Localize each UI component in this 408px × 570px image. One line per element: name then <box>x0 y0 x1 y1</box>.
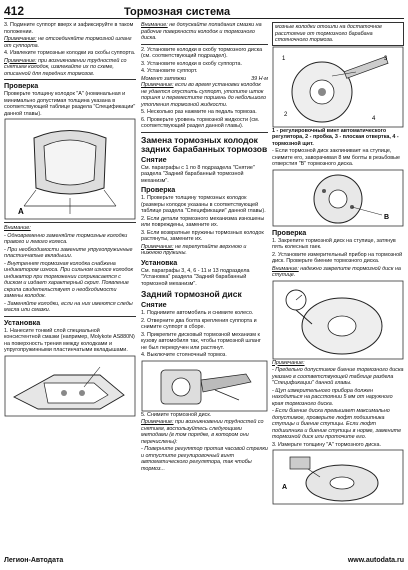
publisher: Легион-Автодата <box>4 557 64 564</box>
list-item: 3. Прикрепите дисковый тормозной механизм к кузову автомобиля так, чтобы тормозной шланг не был перекручен или растянут. <box>141 331 261 351</box>
section-heading-removal: Снятие <box>141 300 167 309</box>
note: Примечание: если во время установки колодок не удается опустить суппорт, утопите шток поршня и переместите поршень до небольшого утопления тормозной жидкости. <box>141 82 267 108</box>
list-item: 2. Если детали тормозного механизма изношены или повреждены, замените их. <box>141 215 265 228</box>
notice-item: - Заменяйте колодки, если на них имеются следы масла или смазки. <box>4 300 133 313</box>
paragraph: См. параграфы с 1 по 8 подраздела "Снятие" раздела "Задний барабанный тормозной механизм". <box>141 164 255 184</box>
figure-caption: 1 - регулировочный винт автоматического регулятора, 2 - пробка, 3 - плоская отвертка, 4 - тормозной щит. <box>272 127 399 147</box>
paragraph: 3. Подмните суппорт вверх и зафиксируйте в таком положении. <box>4 22 134 35</box>
paragraph: 1. Нанесите тонкий слой специальной консистентной смазки (например, Molykote AS880N) на поверхность трения между колодками и упругопружинными пластинчатыми вкладышами. <box>4 327 135 353</box>
note: Примечание: не перепутайте верхнюю и нижнюю пружины. <box>141 243 247 256</box>
notice-item: - Внутренняя тормозная колодка снабжена индикатором износа. При сильном износе колодок индикатор при торможении соприкасается с диском и издает характерный скрип. Появление скрипа свидетельствует о необходимости замены колодок. <box>4 260 134 299</box>
list-item: 3. Если возвратные пружины тормозных колодок растянуты, замените их. <box>141 229 264 242</box>
notice-item: - Одновременно заменяйте тормозные колодки правого и левого колеса. <box>4 232 128 245</box>
list-item: 4. Выключите стояночный тормоз. <box>141 352 227 358</box>
section-heading-check: Проверка <box>272 227 307 237</box>
figure-label-b: B <box>384 213 390 221</box>
section-title-rear-disc: Задний тормозной диск <box>141 289 242 299</box>
disc-bolts-figure <box>272 169 404 227</box>
brake-pad-figure <box>4 118 136 220</box>
note: Примечание: при возникновении трудностей со снятием, воспользуйтесь следующими методами (в том порядке, в котором они перечислены): <box>141 419 264 445</box>
list-item: 1. Проверьте толщину тормозных колодок (размеры колодок указаны в соответствующей таблице раздела "Спецификации" данной главы). <box>141 195 266 214</box>
paragraph: Проверьте толщину колодок "A" (номинальная и минимально допустимая толщина указана в соответствующей таблице раздела "Спецификации" данной главы). <box>4 91 136 117</box>
list-item: 2. Отверните два болта крепления суппорта и снимите суппорт в сборе. <box>141 317 257 330</box>
paragraph: - Если тормозной диск заклинивает на ступице, снимите его, заворачивая 8 мм болты в резьбовые отверстия "B" тормозного диска. <box>272 148 401 167</box>
paragraph: - Поверните регулятор против часовой стрелки и отпустите регулировочный винт автоматического регулятора, так чтобы тормоз... <box>141 446 268 472</box>
column-1 <box>4 22 136 417</box>
divider <box>4 222 136 223</box>
figure-num-1: 1 <box>282 55 286 62</box>
page-number: 412 <box>4 4 25 18</box>
note-item: - Предельно допустимое биение тормозного диска указано в соответствующей таблице раздела "Спецификации" данной главы. <box>272 367 404 386</box>
notice: Внимание: не допускайте попадания смазки на рабочие поверхности колодок и тормозного диска. <box>141 22 262 41</box>
paragraph: См. параграфы 3, 4, 6 - 11 и 13 подраздела "Установка" раздела "Задний барабанный тормозной механизм". <box>141 267 250 287</box>
lubrication-figure <box>4 355 136 417</box>
paragraph: 3. Установите колодки в скобу суппорта. <box>141 60 242 67</box>
website: www.autodata.ru <box>347 557 404 564</box>
paragraph: 6. Проверьте уровень тормозной жидкости (см. соответствующий раздел данной главы). <box>141 116 260 129</box>
thickness-figure <box>272 449 404 505</box>
section-heading-check: Проверка <box>4 81 39 90</box>
section-heading-install: Установка <box>4 317 41 327</box>
paragraph: 2. Установите колодки в скобу тормозного диска (см. соответствующий подраздел). <box>141 46 263 59</box>
paragraph: 5. Снимите тормозной диск. <box>141 411 212 418</box>
divider <box>141 44 268 45</box>
figure-num-3: 3 <box>384 55 388 62</box>
list-item: 2. Установите измерительный прибор на тормозной диск. Проверьте биение тормозного диска. <box>272 251 403 264</box>
notice-label: Внимание: <box>4 225 31 231</box>
notice-item: - При необходимости замените упругопружинные пластинчатые вкладыши. <box>4 246 133 259</box>
note: Примечание: при возникновении трудностей со снятием колодок, извлекайте их по схеме, описанной для передних тормозов. <box>4 57 127 77</box>
section-title-drum-pads: Замена тормозных колодок задних барабанных тормозов <box>141 134 268 154</box>
paragraph: 4. Установите суппорт. <box>141 68 198 74</box>
notice: Внимание: надежно закрепите тормозной диск на ступице. <box>272 265 401 278</box>
section-heading-removal: Снятие <box>141 154 167 164</box>
divider <box>4 79 136 80</box>
column-2 <box>141 22 268 473</box>
note-item: - Щуп измерительного прибора должен находиться на расстоянии 5 мм от наружного края тормозного диска. <box>272 387 393 407</box>
figure-label-a: A <box>282 484 288 491</box>
column-3 <box>272 22 404 505</box>
figure-num-4: 4 <box>372 115 376 122</box>
paragraph: 5. Несколько раз нажмите на педаль тормоза. <box>141 109 257 115</box>
list-item: 1. Закрепите тормозной диск на ступице, затянув пять колесных гаек. <box>272 237 396 250</box>
figure-num-2: 2 <box>284 111 288 118</box>
list-item: 3. Измерьте толщину "A" тормозного диска. <box>272 441 381 448</box>
runout-figure <box>272 280 404 360</box>
note: Примечание: не отсоединяйте тормозной шланг от суппорта. <box>4 36 132 49</box>
adjuster-figure <box>272 46 404 128</box>
list-item: 1. Поднимите автомобиль и снимите колесо. <box>141 310 254 316</box>
page-footer <box>4 557 404 564</box>
page-title: Тормозная система <box>124 6 231 18</box>
divider <box>141 132 268 133</box>
continued-note-box: мозные колодки отошли на достаточное расстояние от тормозного барабана стояночного тормоза. <box>272 22 404 46</box>
section-heading-install: Установка <box>141 257 178 267</box>
page-header <box>4 2 404 19</box>
torque-value: 39 Н·м <box>251 75 268 82</box>
note-item: - Если биение диска превышает максимально допустимое, проверьте люфт подшипника ступицы и биение ступицы. Если люфт подшипника и биение ступицы в норме, замените тормозной диск или проточите его. <box>272 408 402 440</box>
paragraph: 4. Извлеките тормозные колодки из скобы суппорта. <box>4 50 136 56</box>
note-label: Примечание: <box>272 359 305 366</box>
torque-label: Момент затяжки <box>141 75 187 82</box>
figure-label-a: A <box>18 207 24 216</box>
parking-brake-figure <box>141 360 268 412</box>
divider <box>4 316 136 317</box>
section-heading-check: Проверка <box>141 185 176 194</box>
